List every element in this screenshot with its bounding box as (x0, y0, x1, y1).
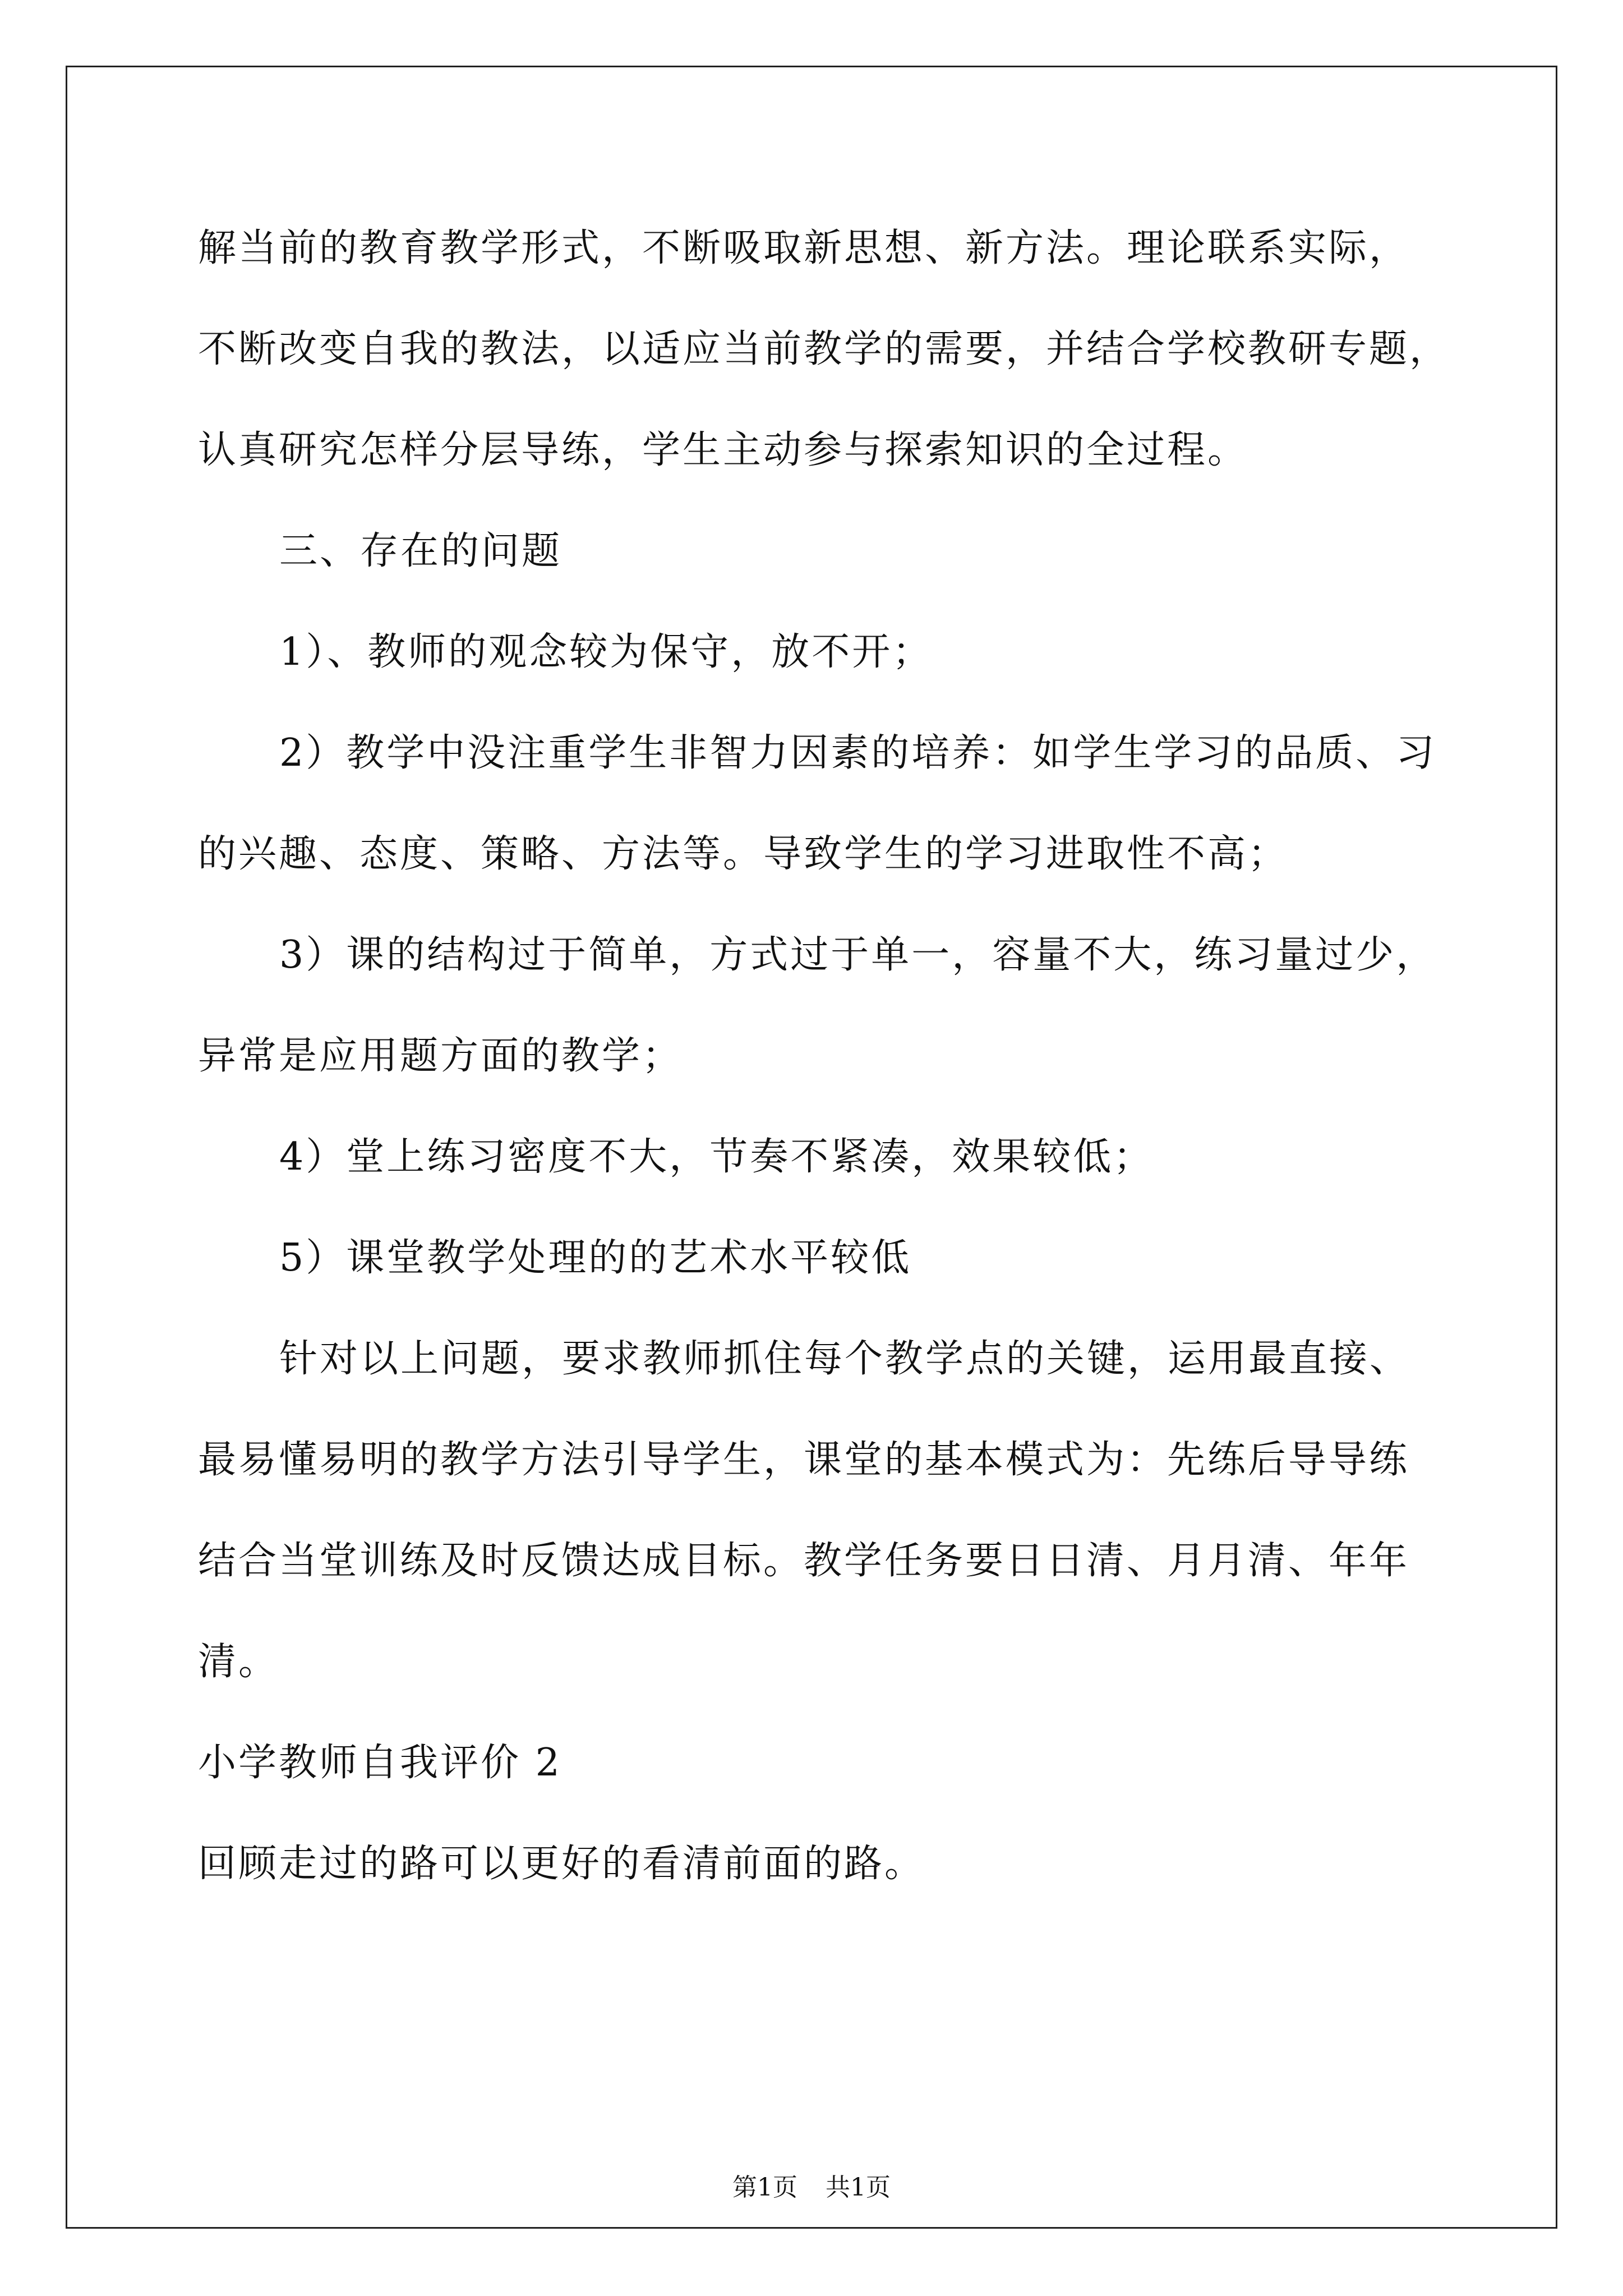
body-line-8: 3）课的结构过于简单，方式过于单一，容量不大，练习量过少， (279, 933, 1437, 977)
body-line-1: 解当前的教育教学形式，不断吸取新思想、新方法。理论联系实际， (198, 226, 1410, 270)
page-number: 第1页 (732, 2173, 797, 2202)
body-line-5: 1）、教师的观念较为保守，放不开； (279, 630, 933, 674)
body-line-13: 最易懂易明的教学方法引导学生，课堂的基本模式为：先练后导导练 (198, 1438, 1410, 1482)
page-total: 共1页 (826, 2173, 891, 2202)
page-footer (0, 2171, 1623, 2205)
body-line-17: 回顾走过的路可以更好的看清前面的路。 (198, 1842, 925, 1886)
body-line-12: 针对以上问题，要求教师抓住每个教学点的关键，运用最直接、 (279, 1337, 1410, 1381)
body-line-11: 5）课堂教学处理的的艺术水平较低 (279, 1236, 912, 1280)
body-line-10: 4）堂上练习密度不大，节奏不紧凑，效果较低； (279, 1135, 1154, 1179)
body-line-2: 不断改变自我的教法，以适应当前教学的需要，并结合学校教研专题， (198, 327, 1450, 371)
article-title: 小学教师自我评价 2 (198, 1741, 562, 1785)
body-line-7: 的兴趣、态度、策略、方法等。导致学生的学习进取性不高； (198, 832, 1289, 876)
body-line-14: 结合当堂训练及时反馈达成目标。教学任务要日日清、月月清、年年 (198, 1539, 1410, 1583)
body-line-6: 2）教学中没注重学生非智力因素的培养：如学生学习的品质、习 (279, 731, 1437, 775)
body-line-15: 清。 (198, 1640, 279, 1684)
body-line-9: 异常是应用题方面的教学； (198, 1034, 683, 1078)
body-line-3: 认真研究怎样分层导练，学生主动参与探索知识的全过程。 (198, 428, 1248, 472)
section-heading: 三、存在的问题 (279, 529, 562, 573)
